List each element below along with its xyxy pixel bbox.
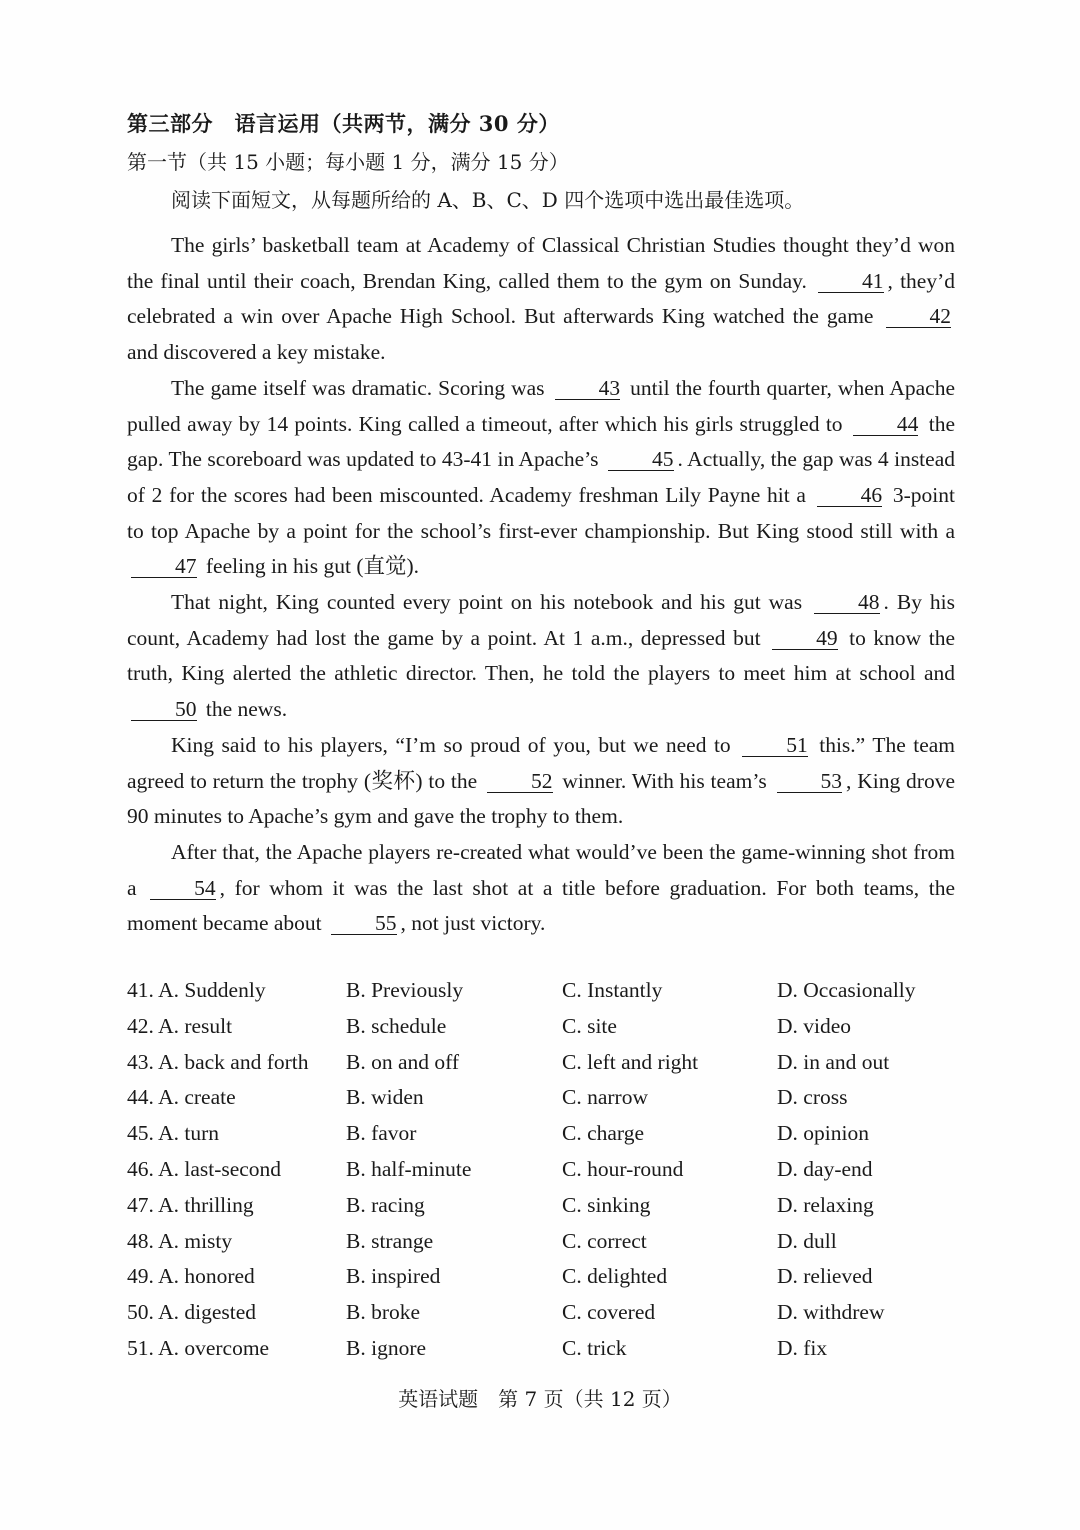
- passage-text: The game itself was dramatic. Scoring was: [171, 375, 545, 400]
- blank-54: 54: [150, 877, 216, 900]
- blank-43: 43: [555, 377, 621, 400]
- option-a: 50. A. digested: [127, 1300, 256, 1325]
- option-row-43: [127, 1050, 957, 1086]
- option-b: B. Previously: [346, 978, 464, 1002]
- blank-41: 41: [818, 270, 884, 293]
- option-a: 42. A. result: [127, 1013, 233, 1038]
- section-title: 第三部分 语言运用（共两节，满分 30 分）: [127, 111, 560, 136]
- option-a: 49. A. honored: [127, 1264, 255, 1289]
- option-row-44: [127, 1085, 957, 1121]
- option-c: C. charge: [562, 1121, 644, 1146]
- option-d: D. withdrew: [777, 1300, 885, 1325]
- option-d: D. video: [777, 1013, 852, 1038]
- answer-options: [127, 978, 957, 1372]
- passage-text: the gap. The scoreboard was updated to 43-41 in Apache’s: [127, 411, 956, 472]
- option-b: B. strange: [346, 1228, 434, 1253]
- option-a: 41. A. Suddenly: [127, 978, 266, 1002]
- option-a: 43. A. back and forth: [127, 1049, 309, 1074]
- passage-paragraph-1: [127, 228, 955, 371]
- blank-48: 48: [814, 591, 880, 614]
- option-row-46: [127, 1157, 957, 1193]
- passage-text: feeling in his gut (直觉).: [205, 554, 420, 579]
- passage-text: That night, King counted every point on his notebook and his gut was: [171, 590, 803, 615]
- blank-47: 47: [131, 555, 197, 578]
- option-d: D. relieved: [777, 1264, 873, 1289]
- option-c: C. delighted: [562, 1264, 668, 1289]
- option-c: C. hour-round: [562, 1156, 684, 1181]
- option-a: 44. A. create: [127, 1085, 236, 1110]
- option-b: B. schedule: [346, 1013, 447, 1038]
- option-d: D. fix: [777, 1335, 828, 1360]
- blank-45: 45: [608, 448, 674, 471]
- passage-text: King said to his players, “I’m so proud of you, but we need to: [171, 732, 731, 757]
- option-d: D. dull: [777, 1228, 837, 1253]
- blank-53: 53: [777, 770, 843, 793]
- option-row-50: [127, 1300, 957, 1336]
- passage-text: The girls’ basketball team at Academy of Classical Christian Studies thought they’d won the final until their coach, Brendan King, called them to the gym on Sunday.: [127, 233, 955, 293]
- passage-text: , not just victory.: [400, 911, 546, 936]
- blank-51: 51: [742, 734, 808, 757]
- passage-text: winner. With his team’s: [562, 768, 767, 793]
- option-b: B. on and off: [346, 1049, 460, 1074]
- option-row-45: [127, 1121, 957, 1157]
- option-c: C. Instantly: [562, 978, 663, 1002]
- option-d: D. in and out: [777, 1049, 890, 1074]
- option-d: D. cross: [777, 1085, 848, 1110]
- option-row-48: [127, 1229, 957, 1265]
- passage-text: . Actually, the gap was 4 instead of 2 for the scores had been miscounted. Academy freshman Lily Payne hit a: [127, 447, 955, 507]
- option-b: B. widen: [346, 1085, 424, 1110]
- blank-44: 44: [853, 413, 919, 436]
- passage-text: and discovered a key mistake.: [127, 340, 386, 365]
- passage-paragraph-3: [127, 585, 955, 728]
- option-c: C. trick: [562, 1335, 627, 1360]
- passage-text: 3-point to top Apache by a point for the school’s first-ever championship. But King stood still with a: [127, 482, 955, 543]
- passage-paragraph-4: [127, 728, 955, 835]
- option-row-41: [127, 978, 957, 1014]
- blank-49: 49: [772, 627, 838, 650]
- passage-text: , King drove 90 minutes to Apache’s gym and gave the trophy to them.: [127, 768, 955, 829]
- passage-text: to know the truth, King alerted the athletic director. Then, he told the players to meet him at school and: [127, 625, 955, 686]
- instruction-text: 阅读下面短文，从每题所给的 A、B、C、D 四个选项中选出最佳选项。: [171, 188, 805, 212]
- passage-text: this.” The team agreed to return the trophy (奖杯) to the: [127, 732, 956, 793]
- page-footer: 英语试题 第 7 页（共 12 页）: [398, 1387, 682, 1411]
- option-row-51: [127, 1336, 957, 1372]
- option-d: D. relaxing: [777, 1192, 874, 1217]
- passage-text: , they’d celebrated a win over Apache High School. But afterwards King watched the game: [127, 268, 955, 329]
- blank-52: 52: [487, 770, 553, 793]
- option-b: B. broke: [346, 1300, 421, 1325]
- passage-text: the news.: [205, 697, 288, 722]
- option-row-42: [127, 1014, 957, 1050]
- blank-50: 50: [131, 698, 197, 721]
- option-c: C. correct: [562, 1228, 647, 1253]
- subsection-title: 第一节（共 15 小题；每小题 1 分，满分 15 分）: [127, 150, 569, 174]
- option-a: 45. A. turn: [127, 1121, 219, 1146]
- option-c: C. site: [562, 1013, 617, 1038]
- option-row-49: [127, 1264, 957, 1300]
- option-row-47: [127, 1193, 957, 1229]
- cloze-passage: [127, 228, 955, 942]
- passage-text: , for whom it was the last shot at a title before graduation. For both teams, the moment became about: [127, 875, 955, 936]
- option-c: C. sinking: [562, 1192, 651, 1217]
- passage-paragraph-2: [127, 371, 955, 585]
- option-b: B. ignore: [346, 1335, 427, 1360]
- option-a: 48. A. misty: [127, 1228, 233, 1253]
- option-b: B. inspired: [346, 1264, 441, 1289]
- passage-text: . By his count, Academy had lost the game by a point. At 1 a.m., depressed but: [127, 590, 956, 650]
- passage-text: After that, the Apache players re-created what would’ve been the game-winning shot from a: [127, 839, 955, 900]
- option-c: C. narrow: [562, 1085, 648, 1110]
- option-c: C. left and right: [562, 1049, 699, 1074]
- option-d: D. Occasionally: [777, 978, 916, 1002]
- option-b: B. favor: [346, 1121, 417, 1146]
- option-a: 47. A. thrilling: [127, 1192, 254, 1217]
- option-d: D. day-end: [777, 1156, 873, 1181]
- blank-42: 42: [886, 305, 952, 328]
- option-a: 46. A. last-second: [127, 1156, 282, 1181]
- blank-46: 46: [817, 484, 883, 507]
- option-c: C. covered: [562, 1300, 656, 1325]
- option-d: D. opinion: [777, 1121, 869, 1146]
- passage-text: until the fourth quarter, when Apache pulled away by 14 points. King called a timeout, after which his girls struggled to: [127, 375, 955, 436]
- passage-paragraph-5: [127, 835, 955, 942]
- option-a: 51. A. overcome: [127, 1335, 270, 1360]
- option-b: B. racing: [346, 1192, 425, 1217]
- option-b: B. half-minute: [346, 1156, 472, 1181]
- blank-55: 55: [331, 912, 397, 935]
